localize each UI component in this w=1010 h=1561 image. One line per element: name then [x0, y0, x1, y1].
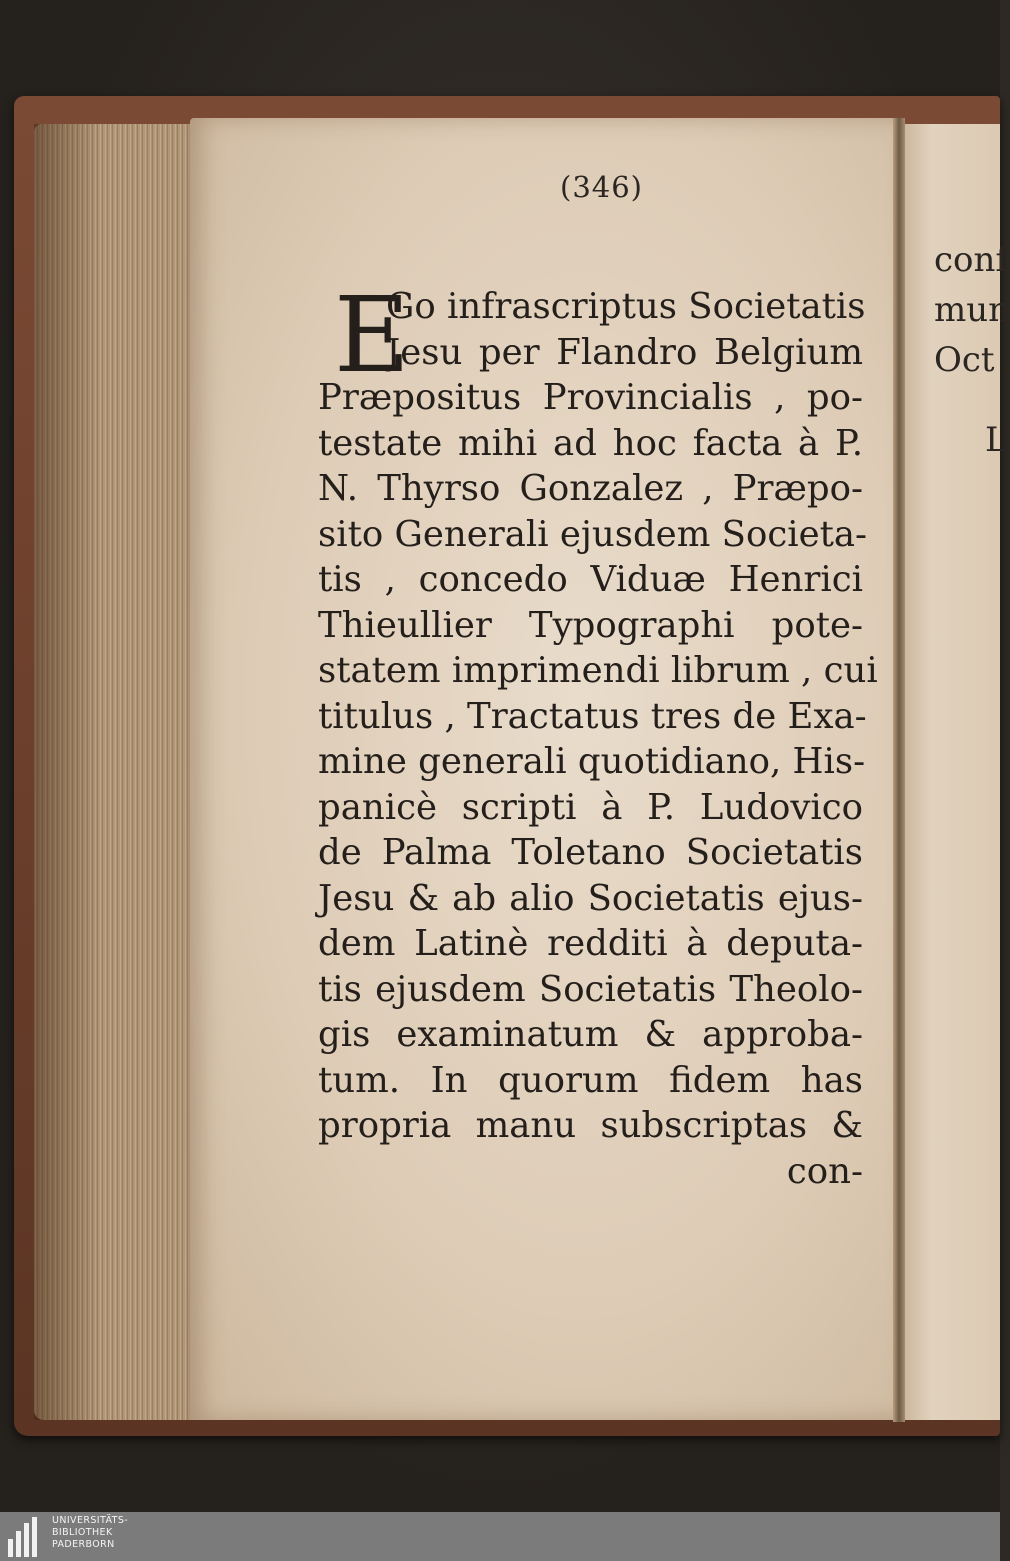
footer-bar [0, 1512, 1000, 1561]
text-line: panicè scripti à P. Ludovico [318, 786, 863, 828]
text-line: dem Latinè redditi à deputa- [318, 923, 863, 964]
library-name-line: UNIVERSITÄTS- [52, 1515, 129, 1526]
text-line: tis , concedo Viduæ Henrici [318, 559, 863, 600]
facing-page-line: Oct [934, 340, 995, 380]
drop-capital: E [334, 274, 410, 396]
page-number: (346) [560, 170, 643, 204]
text-line: tum. In quorum fidem has [318, 1059, 863, 1101]
catchword: con- [786, 1150, 863, 1192]
facing-page-line: conf [934, 240, 1008, 280]
library-name-line: PADERBORN [52, 1539, 115, 1550]
library-name-line: BIBLIOTHEK [52, 1527, 113, 1538]
text-line: Præpositus Provincialis , po- [318, 377, 863, 418]
text-line: tis ejusdem Societatis Theolo- [318, 968, 863, 1010]
text-line: gis examinatum & approba- [318, 1014, 863, 1055]
library-logo-icon [6, 1517, 46, 1557]
book-gutter [893, 118, 905, 1422]
text-line: de Palma Toletano Societatis [318, 832, 863, 873]
text-line: titulus , Tractatus tres de Exa- [318, 695, 867, 737]
text-line: N. Thyrso Gonzalez , Præpo- [318, 468, 863, 509]
text-line: statem imprimendi librum , cui [318, 650, 878, 691]
body-text [318, 274, 878, 1194]
text-line: Jesu & ab alio Societatis ejus- [318, 877, 863, 919]
text-line: sito Generali ejusdem Societa- [318, 513, 868, 555]
facing-page-line: mun [934, 290, 1010, 330]
text-line: mine generali quotidiano, His- [318, 741, 866, 782]
text-line: testate mihi ad hoc facta à P. [318, 422, 863, 464]
text-line: Jesu per Flandro Belgium [386, 331, 863, 373]
text-line: Thieullier Typographi pote- [318, 604, 863, 646]
library-name [52, 1515, 128, 1551]
text-line: Go infrascriptus Societatis [386, 286, 866, 327]
text-line: propria manu subscriptas & [318, 1105, 863, 1146]
facing-page-line: L [985, 420, 1008, 460]
